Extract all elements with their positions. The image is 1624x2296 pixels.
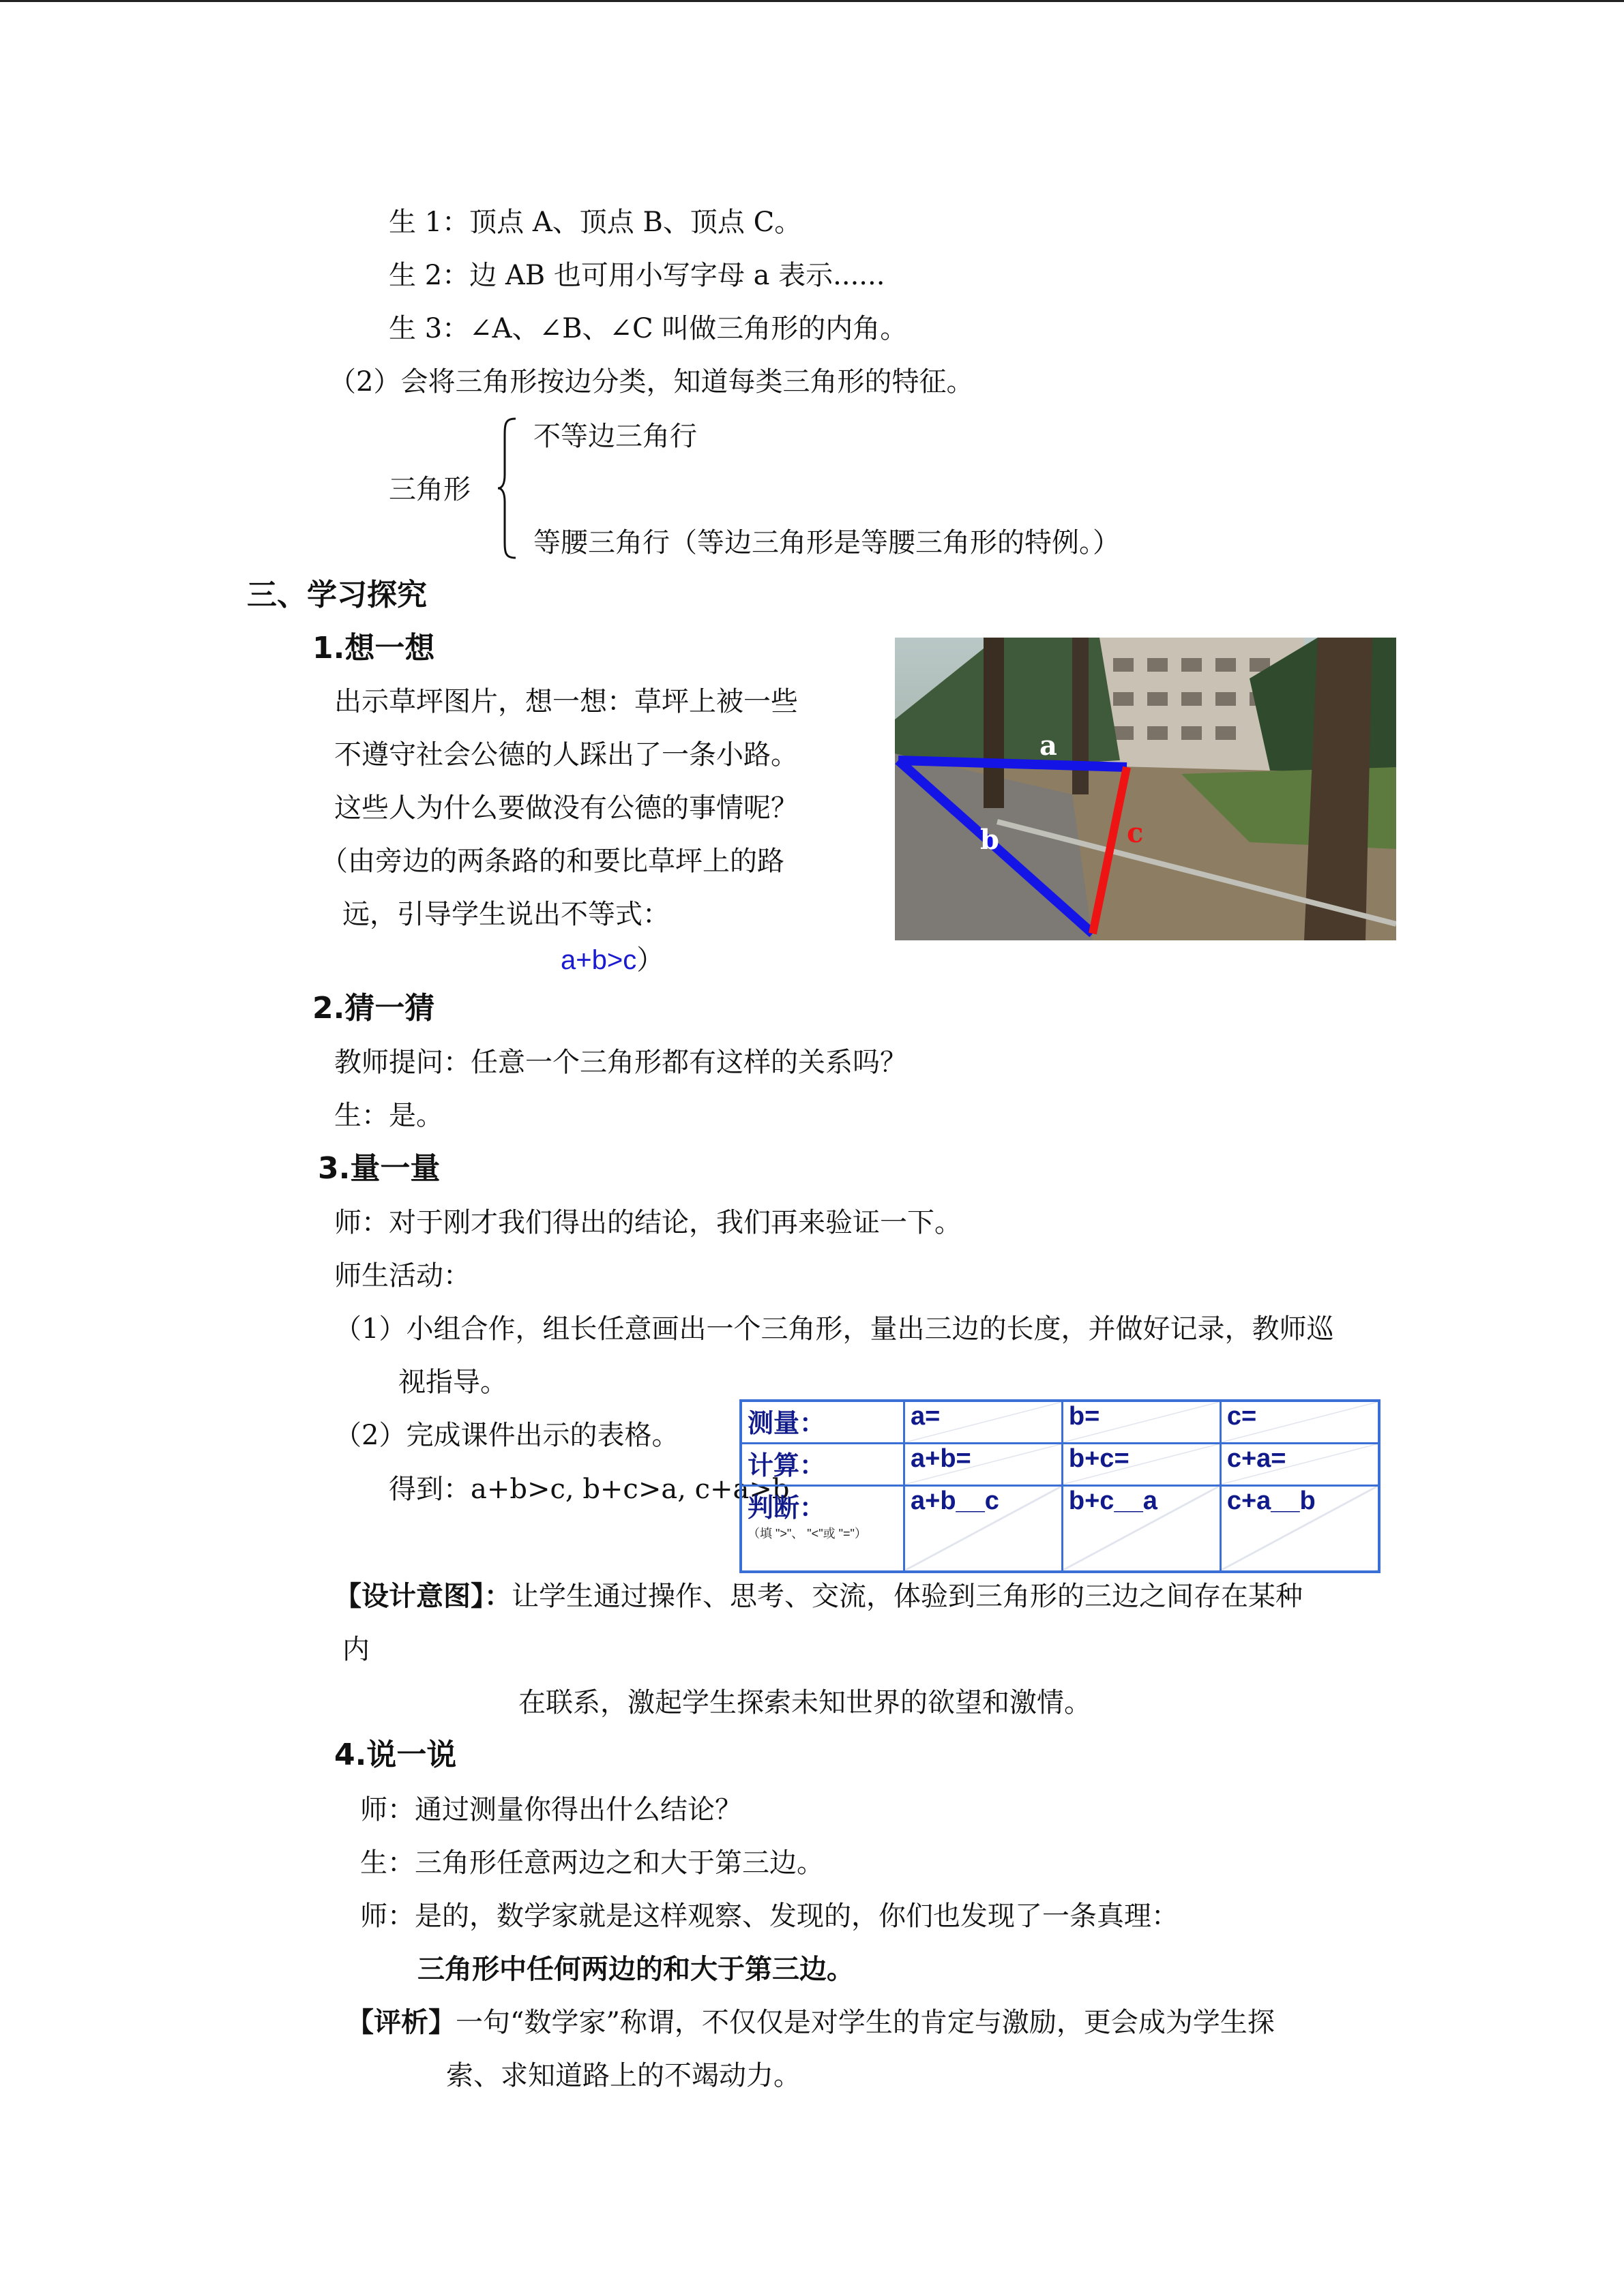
- design-intent-colon: ：: [484, 1581, 512, 1612]
- table-label-judge: [741, 1485, 904, 1572]
- student-3-line: 生 3：∠A、∠B、∠C 叫做三角形的内角。: [389, 313, 908, 344]
- measurement-table: [739, 1399, 1381, 1573]
- review-label: 【评析】: [346, 2007, 456, 2038]
- photo-label-a: a: [1039, 730, 1057, 762]
- photo-label-b: b: [980, 824, 999, 856]
- think-line-4: （由旁边的两条路的和要比草坪上的路: [321, 846, 784, 877]
- student-2-line: 生 2：边 AB 也可用小写字母 a 表示......: [389, 260, 885, 291]
- say-line-1: 师：通过测量你得出什么结论？: [360, 1794, 742, 1825]
- conclusion: 三角形中任何两边的和大于第三边。: [417, 1954, 854, 1985]
- student-1-line: 生 1：顶点 A、顶点 B、顶点 C。: [389, 207, 802, 238]
- photo-label-c: c: [1127, 817, 1144, 849]
- measure-line-5: （2）完成课件出示的表格。: [334, 1420, 679, 1451]
- design-intent-line-3: 在联系，激起学生探索未知世界的欲望和激情。: [518, 1687, 1091, 1718]
- review-line-2: 索、求知道路上的不竭动力。: [446, 2060, 801, 2091]
- design-intent-label: 【设计意图】: [334, 1581, 484, 1612]
- design-intent-line-2: 内: [342, 1634, 370, 1665]
- think-title: 1.想一想: [312, 631, 435, 666]
- section-title: 三、学习探究: [247, 578, 427, 612]
- review-text: 一句“数学家”称谓，不仅仅是对学生的肯定与激励，更会成为学生探: [456, 2007, 1275, 2038]
- table-cell: b+c=: [1062, 1443, 1220, 1485]
- table-cell: c+a=: [1220, 1443, 1379, 1485]
- think-line-1: 出示草坪图片，想一想：草坪上被一些: [334, 686, 798, 717]
- design-intent-text: 让学生通过操作、思考、交流，体验到三角形的三边之间存在某种: [512, 1581, 1303, 1612]
- page-top-border: [0, 0, 1624, 2]
- say-title: 4.说一说: [334, 1738, 457, 1772]
- closing-paren: ）: [636, 944, 664, 976]
- think-line-5: 远，引导学生说出不等式：: [342, 899, 670, 930]
- table-cell: a+b=: [904, 1443, 1063, 1485]
- table-cell: c=: [1220, 1401, 1379, 1443]
- judge-label: 判断：: [748, 1493, 826, 1523]
- table-cell: c+a__b: [1220, 1485, 1379, 1572]
- measure-line-3: （1）小组合作，组长任意画出一个三角形，量出三边的长度，并做好记录，教师巡: [334, 1313, 1334, 1345]
- inequality-line: [561, 944, 664, 976]
- guess-question: 教师提问：任意一个三角形都有这样的关系吗？: [334, 1047, 907, 1078]
- say-line-3: 师：是的，数学家就是这样观察、发现的，你们也发现了一条真理：: [360, 1900, 1179, 1932]
- measure-line-4: 视指导。: [398, 1367, 507, 1398]
- class-isosceles: 等腰三角行（等边三角形是等腰三角形的特例。）: [533, 527, 1120, 558]
- curly-brace: [497, 417, 517, 559]
- table-label-compute: 计算：: [741, 1443, 904, 1485]
- judge-note: （填 ">"、 "<"或 "="）: [748, 1526, 867, 1540]
- table-cell: a=: [904, 1401, 1063, 1443]
- table-cell: a+b__c: [904, 1485, 1063, 1572]
- think-line-3: 这些人为什么要做没有公德的事情呢？: [334, 792, 798, 824]
- lawn-photo: [895, 638, 1396, 940]
- measure-title: 3.量一量: [318, 1151, 441, 1186]
- think-line-2: 不遵守社会公德的人踩出了一条小路。: [334, 739, 798, 771]
- triangle-label: 三角形: [389, 474, 471, 505]
- guess-answer: 生：是。: [334, 1100, 443, 1131]
- review-line: [346, 2006, 1275, 2039]
- table-label-measure: 测量：: [741, 1401, 904, 1443]
- design-intent-line: [334, 1580, 1303, 1613]
- guess-title: 2.猜一猜: [312, 991, 435, 1026]
- table-cell: b=: [1062, 1401, 1220, 1443]
- measure-line-2: 师生活动：: [334, 1260, 471, 1292]
- measure-line-1: 师：对于刚才我们得出的结论，我们再来验证一下。: [334, 1207, 962, 1238]
- classification-intro: （2）会将三角形按边分类，知道每类三角形的特征。: [329, 366, 974, 398]
- inequality: a+b>c: [561, 945, 637, 975]
- measure-result: 得到：a+b>c, b+c>a, c+a>b: [389, 1474, 790, 1505]
- table-cell: b+c__a: [1062, 1485, 1220, 1572]
- class-scalene: 不等边三角行: [533, 421, 697, 452]
- say-line-2: 生：三角形任意两边之和大于第三边。: [360, 1847, 824, 1879]
